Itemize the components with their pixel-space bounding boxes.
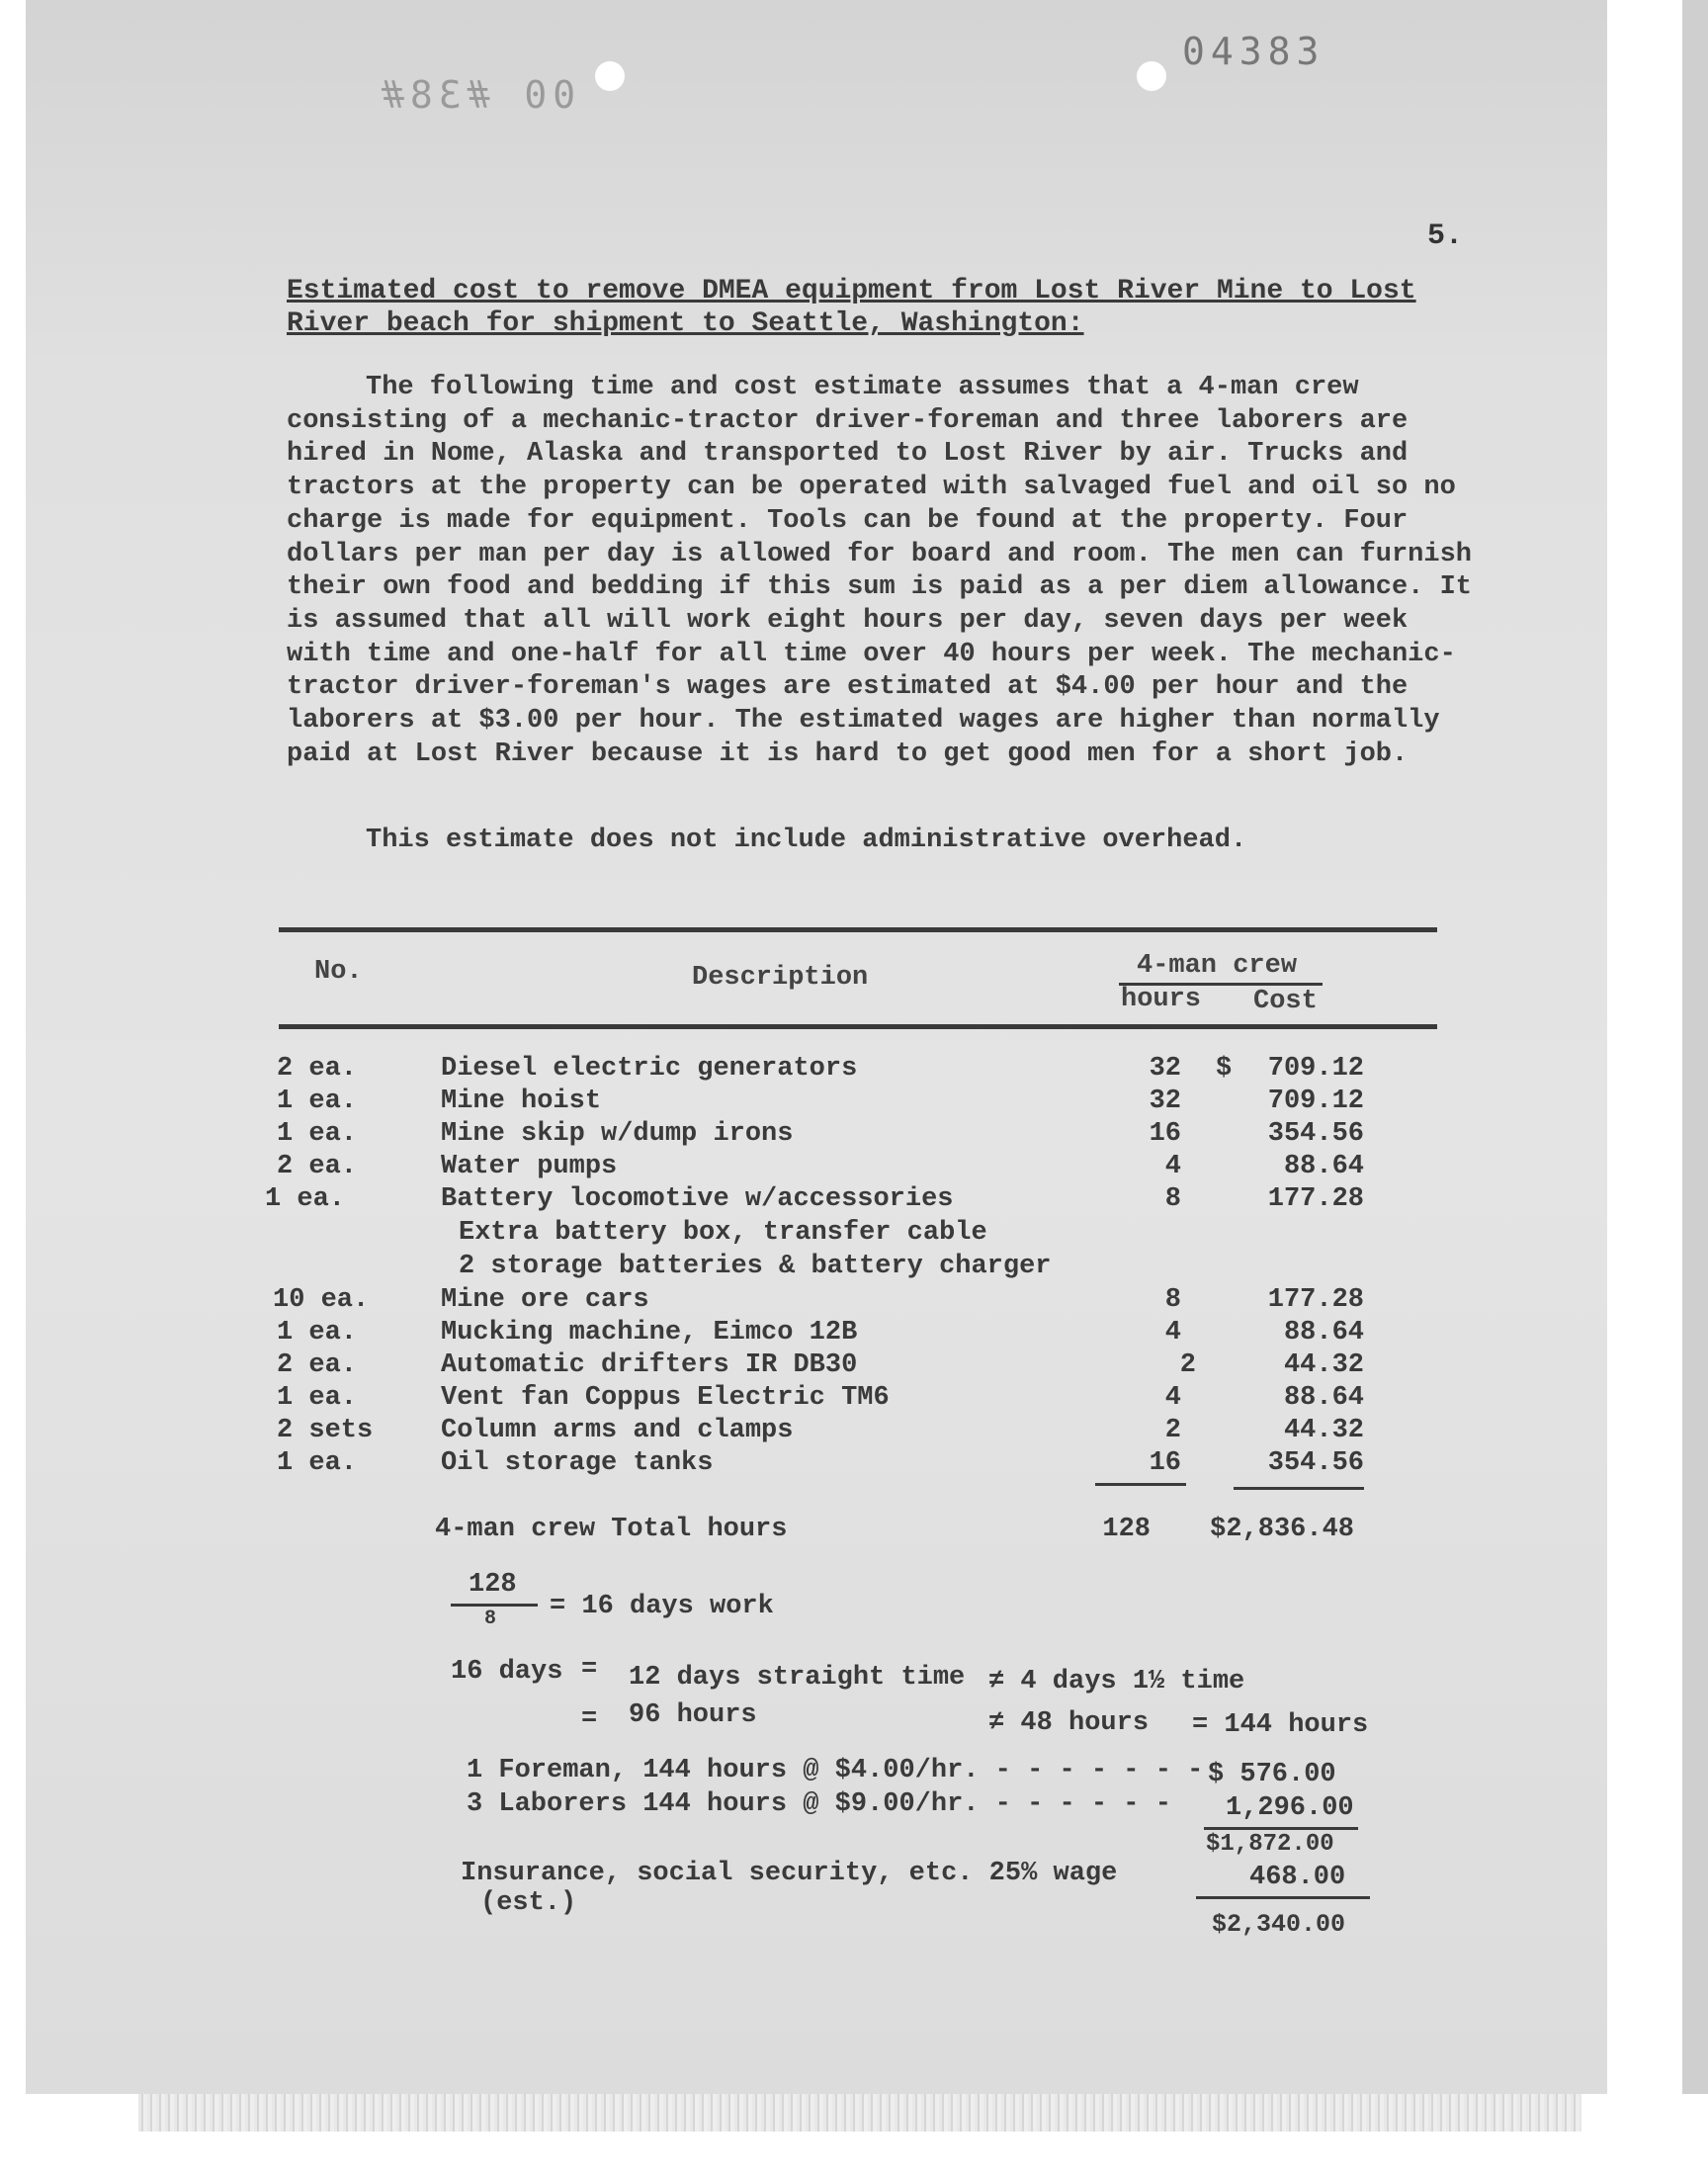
hours-sum-rule [1095,1483,1186,1486]
row-cost: 88.64 [1283,1318,1364,1348]
table-row [0,1087,1708,1118]
header-cost: Cost [1253,987,1318,1016]
total-hours: 128 [1102,1515,1151,1544]
row-hours: 16 [1149,1119,1181,1149]
row-description: Oil storage tanks [441,1448,714,1478]
row-cost: 44.32 [1283,1350,1364,1380]
row-qty: 1 ea. [277,1383,358,1413]
straight-time: 12 days straight time [629,1663,966,1693]
header-no: No. [314,957,363,987]
table-top-rule [279,927,1437,932]
insurance-line: Insurance, social security, etc. 25% wage [461,1859,1118,1888]
table-row [0,1416,1708,1447]
locomotive-subitem: Extra battery box, transfer cable [459,1218,987,1248]
locomotive-subitem: 2 storage batteries & battery charger [459,1252,1052,1281]
row-cost: 88.64 [1283,1152,1364,1181]
row-cost: 177.28 [1267,1184,1364,1214]
table-row [0,1383,1708,1415]
table-row [0,1448,1708,1480]
mirror-stamp: 00 #38# [376,73,576,117]
row-description: Automatic drifters IR DB30 [441,1350,858,1380]
row-cost: 177.28 [1267,1285,1364,1315]
page-number: 5. [1427,219,1464,253]
laborers-line: 3 Laborers 144 hours @ $9.00/hr. - - - - - - [467,1789,1171,1819]
overtime-hours: ≠ 48 hours [988,1708,1150,1738]
row-cost: 709.12 [1267,1087,1364,1116]
row-hours: 8 [1164,1184,1181,1214]
row-qty: 1 ea. [277,1087,358,1116]
header-description: Description [692,963,869,993]
row-description: Mine ore cars [441,1285,649,1315]
body-paragraph: The following time and cost estimate assumes that a 4-man crew consisting of a mechanic-tractor driver-foreman and three laborers are hired in Nome, Alaska and transported to Lost River by air. Trucks and tractors at the property can be operated with salvaged fuel and oil so no charge is made for equipment. Tools can be found at the property. Four dollars per man per day is allowed for board and room. The men can furnish their own food and bedding if this sum is paid as a per diem allowance. It is assumed that all will work eight hours per day, seven days per week with time and one-half for all time over 40 hours per week. The mechanic-tractor driver-foreman's wages are estimated at $4.00 per hour and the laborers at $3.00 per hour. The estimated wages are higher than normally paid at Lost River because it is hard to get good men for a short job. [287,373,1472,769]
row-hours: 2 [1179,1350,1196,1380]
row-hours: 4 [1164,1318,1181,1348]
row-cost: 88.64 [1283,1383,1364,1413]
table-row [0,1119,1708,1151]
foreman-amount: $ 576.00 [1208,1760,1336,1789]
currency-symbol: $ [1216,1054,1233,1084]
laborers-amount: 1,296.00 [1226,1793,1354,1823]
row-hours: 2 [1164,1416,1181,1445]
row-hours: 4 [1164,1152,1181,1181]
table-row [0,1318,1708,1349]
row-description: Battery locomotive w/accessories [441,1184,954,1214]
row-description: Column arms and clamps [441,1416,794,1445]
wages-subtotal: $1,872.00 [1206,1831,1334,1858]
row-cost: 44.32 [1283,1416,1364,1445]
days-label: 16 days [451,1657,563,1687]
equals-sign: = [581,1704,598,1734]
overtime-days: ≠ 4 days 1½ time [988,1667,1245,1696]
row-qty: 1 ea. [277,1119,358,1149]
document-stamp: 04383 [1182,30,1325,73]
table-row [0,1285,1708,1317]
row-description: Diesel electric generators [441,1054,858,1084]
row-description: Water pumps [441,1152,618,1181]
table-row [0,1184,1708,1216]
row-qty: 2 ea. [277,1350,358,1380]
document-heading: Estimated cost to remove DMEA equipment from Lost River Mine to Lost River beach for shipment to Seattle, Washington: [287,276,1416,339]
row-description: Mine skip w/dump irons [441,1119,794,1149]
total-row [0,1515,1708,1546]
cost-sum-rule [1234,1487,1364,1490]
grand-total: $2,340.00 [1212,1910,1346,1939]
table-row [0,1152,1708,1183]
days-result: = 16 days work [550,1592,774,1621]
fraction-numerator: 128 [469,1570,517,1600]
scan-edge-bottom [138,2094,1581,2132]
row-qty: 2 ea. [277,1054,358,1084]
row-qty: 1 ea. [277,1318,358,1348]
grand-total-rule [1196,1896,1370,1899]
row-qty: 2 ea. [277,1152,358,1181]
header-crew: 4-man crew [1137,951,1298,981]
total-crew-hours: = 144 hours [1192,1710,1369,1740]
row-qty: 2 sets [277,1416,374,1445]
fraction-denominator: 8 [484,1608,497,1630]
row-qty: 10 ea. [273,1285,370,1315]
table-row [0,1350,1708,1382]
row-cost: 709.12 [1267,1054,1364,1084]
overhead-note: This estimate does not include administrative overhead. [366,826,1247,855]
row-hours: 32 [1149,1054,1181,1084]
total-cost: $2,836.48 [1210,1515,1354,1544]
row-cost: 354.56 [1267,1448,1364,1478]
header-hours: hours [1121,985,1202,1014]
table-header-rule [279,1024,1437,1029]
scan-edge [1682,0,1708,2094]
equals-sign: = [581,1655,598,1685]
straight-hours: 96 hours [629,1700,757,1730]
punch-hole-left [595,61,625,91]
row-description: Vent fan Coppus Electric TM6 [441,1383,890,1413]
row-cost: 354.56 [1267,1119,1364,1149]
insurance-amount: 468.00 [1249,1863,1346,1892]
row-hours: 32 [1149,1087,1181,1116]
row-hours: 16 [1149,1448,1181,1478]
row-hours: 4 [1164,1383,1181,1413]
wages-sum-rule [1204,1827,1358,1830]
foreman-line: 1 Foreman, 144 hours @ $4.00/hr. - - - - - - - [467,1756,1204,1785]
row-qty: 1 ea. [265,1184,346,1214]
row-description: Mucking machine, Eimco 12B [441,1318,858,1348]
row-description: Mine hoist [441,1087,602,1116]
table-row [0,1054,1708,1086]
total-label: 4-man crew Total hours [435,1515,788,1544]
row-hours: 8 [1164,1285,1181,1315]
insurance-est: (est.) [480,1888,577,1918]
punch-hole-right [1137,61,1166,91]
fraction-bar [451,1604,538,1607]
row-qty: 1 ea. [277,1448,358,1478]
